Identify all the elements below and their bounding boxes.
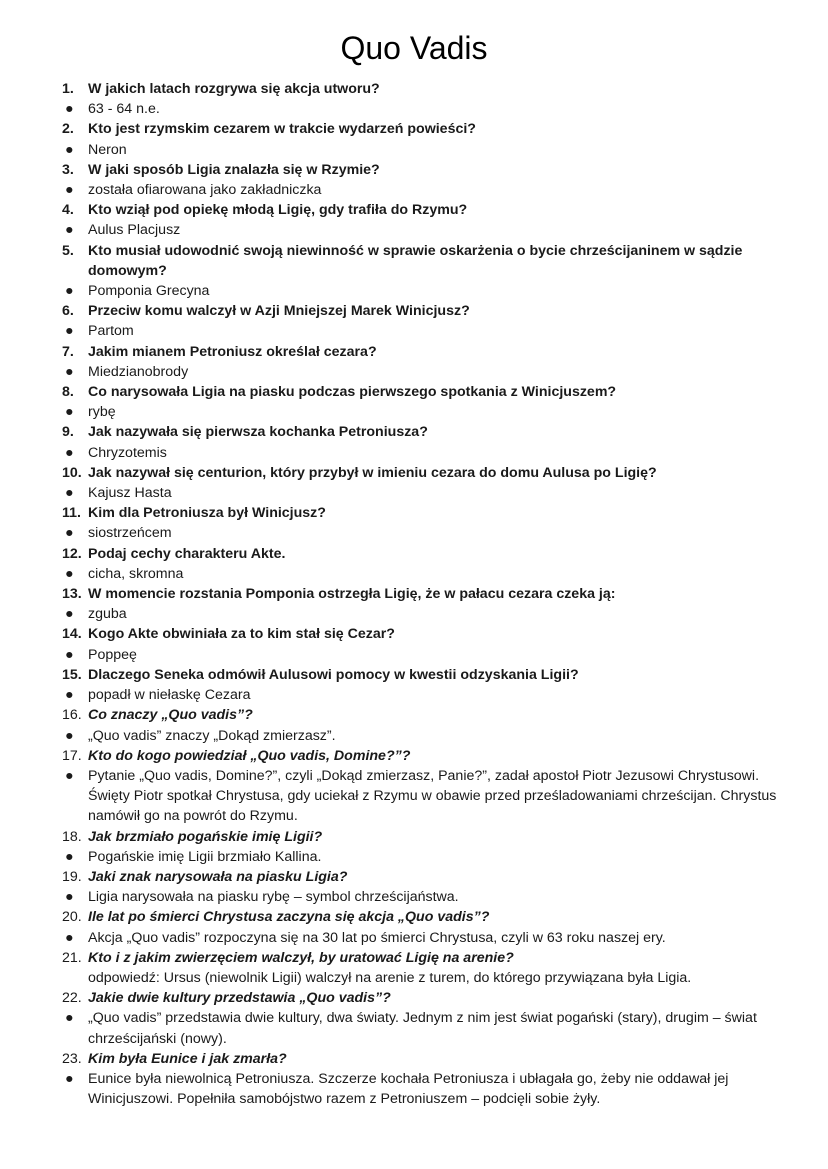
question-row bbox=[62, 119, 792, 139]
question-row bbox=[62, 988, 792, 1008]
question-row bbox=[62, 382, 792, 402]
answer-row bbox=[62, 1069, 792, 1109]
answer-text: Pytanie „Quo vadis, Domine?”, czyli „Dokąd zmierzasz, Panie?”, zadał apostoł Piotr Jezusowi Chrystusowi. Święty Piotr spotkał Chrystusa, gdy uciekał z Rzymu w obawie przed prześladowaniami chrześcijan. Chrystus namówił go na powrót do Rzymu. bbox=[88, 767, 777, 825]
bullet-icon: ● bbox=[65, 606, 74, 623]
answer-row bbox=[62, 1008, 792, 1048]
answer-text: odpowiedź: Ursus (niewolnik Ligii) walczył na arenie z turem, do którego przywiązana była Ligia. bbox=[88, 969, 692, 986]
question-number: 10. bbox=[62, 464, 82, 481]
question-text: Podaj cechy charakteru Akte. bbox=[88, 545, 286, 562]
bullet-icon: ● bbox=[65, 1010, 74, 1027]
answer-row bbox=[62, 928, 792, 948]
bullet-icon: ● bbox=[65, 1070, 74, 1087]
question-number: 16. bbox=[62, 707, 82, 724]
bullet-icon: ● bbox=[65, 929, 74, 946]
question-text: Kim była Eunice i jak zmarła? bbox=[88, 1050, 287, 1067]
answer-row bbox=[62, 685, 792, 705]
answer-row bbox=[62, 604, 792, 624]
answer-row bbox=[62, 281, 792, 301]
answer-text: 63 - 64 n.e. bbox=[88, 101, 160, 118]
question-row bbox=[62, 1049, 792, 1069]
question-row bbox=[62, 584, 792, 604]
question-row bbox=[62, 867, 792, 887]
answer-text: Chryzotemis bbox=[88, 444, 167, 461]
qa-list bbox=[62, 79, 792, 1109]
question-row bbox=[62, 200, 792, 220]
question-row bbox=[62, 503, 792, 523]
document-title: Quo Vadis bbox=[340, 30, 488, 66]
question-text: Kto i z jakim zwierzęciem walczył, by uratować Ligię na arenie? bbox=[88, 949, 514, 966]
question-number: 11. bbox=[62, 505, 81, 522]
answer-text: „Quo vadis” znaczy „Dokąd zmierzasz”. bbox=[88, 727, 336, 744]
question-number: 18. bbox=[62, 828, 82, 845]
question-text: Jak nazywał się centurion, który przybył w imieniu cezara do domu Aulusa po Ligię? bbox=[88, 464, 657, 481]
answer-text: Pogańskie imię Ligii brzmiało Kallina. bbox=[88, 848, 322, 865]
question-text: Jak nazywała się pierwsza kochanka Petroniusza? bbox=[88, 424, 428, 441]
bullet-icon: ● bbox=[65, 141, 74, 158]
question-number: 20. bbox=[62, 909, 82, 926]
answer-text: rybę bbox=[88, 404, 116, 421]
question-row bbox=[62, 907, 792, 927]
bullet-icon: ● bbox=[65, 889, 74, 906]
question-row bbox=[62, 948, 792, 968]
bullet-icon: ● bbox=[65, 687, 74, 704]
question-number: 5. bbox=[62, 242, 74, 259]
question-number: 9. bbox=[62, 424, 74, 441]
question-row bbox=[62, 665, 792, 685]
question-text: Kto do kogo powiedział „Quo vadis, Domine?”? bbox=[88, 747, 411, 764]
answer-text: Poppeę bbox=[88, 646, 137, 663]
bullet-icon: ● bbox=[65, 404, 74, 421]
answer-row bbox=[62, 726, 792, 746]
question-row bbox=[62, 544, 792, 564]
question-row bbox=[62, 746, 792, 766]
question-number: 13. bbox=[62, 586, 82, 603]
question-text: Kto wziął pod opiekę młodą Ligię, gdy trafiła do Rzymu? bbox=[88, 202, 468, 219]
answer-text: została ofiarowana jako zakładniczka bbox=[88, 182, 322, 199]
answer-row bbox=[62, 968, 792, 988]
question-text: Jak brzmiało pogańskie imię Ligii? bbox=[88, 828, 323, 845]
answer-text: Akcja „Quo vadis” rozpoczyna się na 30 lat po śmierci Chrystusa, czyli w 63 roku naszej ery. bbox=[88, 929, 666, 946]
question-number: 6. bbox=[62, 303, 74, 320]
question-number: 23. bbox=[62, 1050, 82, 1067]
question-text: Co znaczy „Quo vadis”? bbox=[88, 707, 253, 724]
answer-row bbox=[62, 483, 792, 503]
question-number: 3. bbox=[62, 161, 74, 178]
question-number: 4. bbox=[62, 202, 74, 219]
question-number: 2. bbox=[62, 121, 74, 138]
answer-text: Miedzianobrody bbox=[88, 363, 189, 380]
question-row bbox=[62, 79, 792, 99]
bullet-icon: ● bbox=[65, 444, 74, 461]
question-text: W jaki sposób Ligia znalazła się w Rzymie? bbox=[88, 161, 380, 178]
bullet-icon: ● bbox=[65, 182, 74, 199]
bullet-icon: ● bbox=[65, 363, 74, 380]
question-number: 19. bbox=[62, 868, 82, 885]
question-text: Kto jest rzymskim cezarem w trakcie wydarzeń powieści? bbox=[88, 121, 476, 138]
question-text: W jakich latach rozgrywa się akcja utworu? bbox=[88, 81, 380, 97]
bullet-icon: ● bbox=[65, 767, 74, 784]
bullet-icon: ● bbox=[65, 848, 74, 865]
question-number: 21. bbox=[62, 949, 82, 966]
answer-text: zguba bbox=[88, 606, 127, 623]
bullet-icon: ● bbox=[65, 222, 74, 239]
answer-row bbox=[62, 180, 792, 200]
question-text: Dlaczego Seneka odmówił Aulusowi pomocy w kwestii odzyskania Ligii? bbox=[88, 666, 579, 683]
question-number: 8. bbox=[62, 384, 74, 401]
question-number: 22. bbox=[62, 990, 82, 1007]
answer-text: Pomponia Grecyna bbox=[88, 283, 210, 300]
question-row bbox=[62, 160, 792, 180]
question-number: 7. bbox=[62, 343, 74, 360]
answer-row bbox=[62, 443, 792, 463]
answer-row bbox=[62, 140, 792, 160]
question-text: Kto musiał udowodnić swoją niewinność w sprawie oskarżenia o bycie chrześcijaninem w sądzie domowym? bbox=[88, 242, 743, 279]
answer-text: Kajusz Hasta bbox=[88, 485, 172, 502]
question-text: Ile lat po śmierci Chrystusa zaczyna się akcja „Quo vadis”? bbox=[88, 909, 490, 926]
question-row bbox=[62, 624, 792, 644]
question-row bbox=[62, 422, 792, 442]
answer-row bbox=[62, 362, 792, 382]
answer-row bbox=[62, 402, 792, 422]
answer-text: cicha, skromna bbox=[88, 565, 184, 582]
answer-row bbox=[62, 564, 792, 584]
bullet-icon: ● bbox=[65, 323, 74, 340]
answer-text: „Quo vadis” przedstawia dwie kultury, dwa światy. Jednym z nim jest świat pogański (stary), drugim – świat chrześcijański (nowy). bbox=[88, 1010, 757, 1047]
answer-text: Ligia narysowała na piasku rybę – symbol chrześcijaństwa. bbox=[88, 889, 459, 906]
question-number: 14. bbox=[62, 626, 82, 643]
answer-row bbox=[62, 220, 792, 240]
question-row bbox=[62, 705, 792, 725]
answer-text: Aulus Placjusz bbox=[88, 222, 181, 239]
question-text: Jaki znak narysowała na piasku Ligia? bbox=[88, 868, 348, 885]
answer-row bbox=[62, 887, 792, 907]
bullet-icon: ● bbox=[65, 727, 74, 744]
question-row bbox=[62, 827, 792, 847]
question-text: Co narysowała Ligia na piasku podczas pierwszego spotkania z Winicjuszem? bbox=[88, 384, 617, 401]
answer-text: Eunice była niewolnicą Petroniusza. Szczerze kochała Petroniusza i ubłagała go, żeby nie oddawał jej Winicjuszowi. Popełniła samobójstwo razem z Petroniuszem – podcięli sobie żyły. bbox=[88, 1070, 729, 1108]
question-row bbox=[62, 463, 792, 483]
bullet-icon: ● bbox=[65, 101, 74, 118]
answer-text: siostrzeńcem bbox=[88, 525, 172, 542]
bullet-icon: ● bbox=[65, 646, 74, 663]
answer-text: Neron bbox=[88, 141, 127, 158]
answer-row bbox=[62, 847, 792, 867]
bullet-icon: ● bbox=[65, 565, 74, 582]
bullet-icon: ● bbox=[65, 525, 74, 542]
answer-row bbox=[62, 321, 792, 341]
question-row bbox=[62, 342, 792, 362]
answer-row bbox=[62, 99, 792, 119]
question-text: Jakie dwie kultury przedstawia „Quo vadis”? bbox=[88, 990, 391, 1007]
bullet-icon: ● bbox=[65, 485, 74, 502]
answer-row bbox=[62, 523, 792, 543]
question-row bbox=[62, 241, 792, 281]
question-number: 12. bbox=[62, 545, 82, 562]
question-text: W momencie rozstania Pomponia ostrzegła Ligię, że w pałacu cezara czeka ją: bbox=[88, 586, 616, 603]
answer-row bbox=[62, 645, 792, 665]
question-number: 15. bbox=[62, 666, 82, 683]
question-number: 17. bbox=[62, 747, 82, 764]
bullet-icon: ● bbox=[65, 283, 74, 300]
question-number: 1. bbox=[62, 81, 74, 97]
question-row bbox=[62, 301, 792, 321]
question-text: Kogo Akte obwiniała za to kim stał się Cezar? bbox=[88, 626, 395, 643]
question-text: Przeciw komu walczył w Azji Mniejszej Marek Winicjusz? bbox=[88, 303, 470, 320]
answer-text: Partom bbox=[88, 323, 134, 340]
answer-text: popadł w niełaskę Cezara bbox=[88, 687, 251, 704]
question-text: Jakim mianem Petroniusz określał cezara? bbox=[88, 343, 377, 360]
answer-row bbox=[62, 766, 792, 827]
question-text: Kim dla Petroniusza był Winicjusz? bbox=[88, 505, 326, 522]
